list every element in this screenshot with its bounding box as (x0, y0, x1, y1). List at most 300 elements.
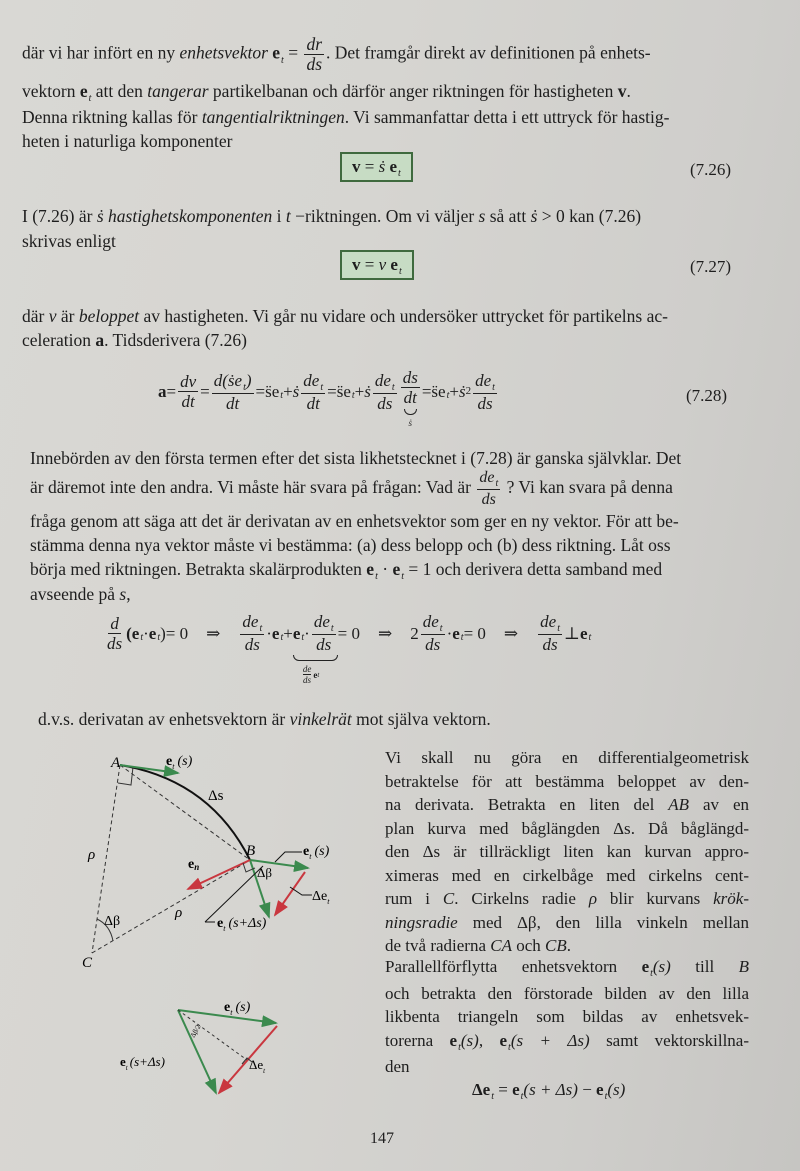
var-AB: AB (668, 795, 690, 814)
para4-line6 (30, 581, 131, 607)
equals: = (255, 382, 266, 401)
paren: ) (160, 623, 166, 643)
subscript: t (317, 670, 320, 679)
plus: + (449, 382, 459, 401)
text: de (374, 370, 391, 390)
text: e (120, 1054, 126, 1069)
subscript: t (460, 631, 464, 643)
subscript: t (280, 631, 284, 643)
para7 (385, 955, 749, 1079)
label-delta-beta-C: Δβ (104, 914, 121, 929)
text: (s) (460, 1030, 479, 1050)
subscript: t (243, 381, 246, 393)
fraction-ds-dt (401, 368, 420, 428)
subscript: t (351, 390, 355, 401)
denominator: ds (477, 393, 493, 413)
s-dot: ṡ (96, 206, 104, 226)
vector-e: e (579, 623, 588, 643)
text: (s+Δs) (129, 1054, 165, 1069)
vector-e: e (512, 1080, 520, 1099)
dot: · (446, 623, 453, 643)
equals: = (166, 382, 177, 401)
text: e (303, 844, 310, 859)
equals: = (200, 382, 210, 401)
label-delta-s (208, 788, 224, 804)
para2-line2: skrivas enligt (22, 231, 116, 251)
subscript: t (259, 623, 263, 634)
var-B: B (738, 957, 749, 976)
text: −riktningen. Om vi väljer (290, 206, 479, 226)
denominator: ds (244, 635, 260, 654)
s-dot: ṡ (292, 382, 300, 401)
subscript: t (398, 168, 401, 179)
term-tangerar: tangerar (147, 81, 209, 101)
text: e (224, 1000, 231, 1015)
numerator (301, 371, 325, 394)
label-en (188, 857, 199, 872)
text: e (166, 754, 173, 769)
text: till (670, 957, 739, 976)
text: vektorn (22, 81, 80, 101)
vector-e: e (449, 1030, 458, 1050)
vector-e: e (148, 623, 157, 643)
subscript: t (398, 266, 402, 277)
fraction-de-ds (421, 612, 445, 654)
para7-line2: och betrakta den förstorade bilden av den lilla (385, 983, 749, 1003)
denominator: ds (425, 635, 441, 654)
term-krokningsradie: ningsradie (385, 912, 458, 932)
vector-e: e (390, 255, 398, 274)
para6-line2: betraktelse för att bestämma beloppet av den- (385, 771, 749, 791)
subscript: t (557, 623, 560, 634)
subscript: t (508, 1041, 511, 1053)
perpendicular-symbol: ⊥ (563, 623, 580, 643)
fraction-small (303, 664, 312, 685)
text: rum i (385, 889, 443, 908)
equals-zero: = 0 (463, 623, 486, 643)
para4-line2 (30, 468, 673, 509)
subscript: t (309, 852, 312, 861)
subscript: t (301, 631, 305, 643)
term-vinkelratt: vinkelrät (289, 709, 352, 729)
denominator: ds (303, 675, 312, 685)
subscript: t (439, 623, 443, 634)
text: . Tidsderivera (7.26) (104, 330, 248, 350)
subscript: t (125, 1064, 128, 1072)
right-angle-A (118, 767, 133, 785)
text: de (475, 370, 492, 390)
label-half-angle: Δβ/2 (188, 1023, 203, 1039)
text: (s) (235, 1000, 251, 1015)
term-hastighetskomponenten: hastighetskomponenten (108, 206, 273, 226)
para7-line1 (385, 955, 749, 982)
fraction-de-ds (373, 371, 397, 413)
subscript: t (604, 1091, 608, 1102)
vector-e: e (366, 559, 375, 579)
fraction-de-ds (538, 612, 562, 654)
label-et-s-plus-ds (120, 1054, 165, 1072)
term-enhetsvektor: enhetsvektor (179, 42, 268, 63)
para4-line3: fråga genom att säga att det är derivatan av en enhetsvektor som ger en ny vektor. För att be- (30, 511, 679, 531)
text: na derivata. Betrakta en liten del (385, 795, 669, 814)
label-rho-2: ρ (175, 905, 183, 921)
coefficient-2: 2 (410, 623, 419, 643)
para7-line4 (385, 1029, 749, 1056)
text: ) (245, 370, 252, 390)
text: . Cirkelns radie (454, 889, 589, 908)
numerator: de (302, 664, 312, 674)
subscript: t (327, 897, 330, 906)
label-et-s (224, 1000, 251, 1017)
var-rho: ρ (588, 889, 597, 908)
var-C: C (442, 889, 455, 908)
text: partikelbanan och därför anger riktningen för hastigheten (208, 81, 618, 101)
numerator (240, 612, 264, 635)
underbrace (293, 655, 338, 661)
numerator: dv (180, 372, 197, 391)
para1-line1 (22, 35, 651, 74)
para4-line1: Innebörden av den första termen efter det sista likhetstecknet i (7.28) är ganska självklar. Det (30, 448, 682, 468)
para6-line1: Vi skall nu göra en differentialgeometrisk (385, 748, 749, 767)
text: torerna (385, 1030, 450, 1050)
para6-line8 (385, 911, 749, 935)
subscript: t (588, 631, 592, 643)
subscript: t (172, 762, 175, 771)
term-beloppet: beloppet (78, 306, 140, 326)
radius-CB (92, 860, 250, 953)
var-t: t (285, 206, 291, 226)
text: de två radierna (385, 936, 491, 955)
text: = 1 och derivera detta samband med (404, 559, 663, 579)
para3-line1 (22, 303, 668, 329)
label-delta-beta-B: Δβ (257, 865, 272, 880)
subscript: t (375, 571, 378, 582)
term-sddot-e: s̈e (336, 382, 351, 401)
var-v: v (48, 306, 57, 326)
dot: · (266, 623, 272, 643)
text: . Vi sammanfattar detta i ett uttryck för hastig- (344, 107, 670, 127)
text: . Då båglängd- (630, 818, 749, 838)
subscript: t (520, 1091, 524, 1102)
subscript: t (495, 478, 499, 490)
subscript: t (492, 381, 495, 393)
text: > 0 kan (7.26) (537, 206, 642, 226)
numerator (312, 612, 336, 635)
dot: · (143, 623, 149, 643)
fraction-d-ds (105, 614, 124, 653)
para6-line3 (385, 793, 749, 817)
vector-a: a (95, 330, 105, 350)
numerator (477, 468, 500, 490)
dot: · (304, 623, 310, 643)
text: plan kurva med båglängden (385, 818, 614, 838)
text: (s) (177, 754, 193, 769)
vector-e: e (79, 81, 88, 101)
text: (s) (652, 957, 671, 976)
text: avseende på (30, 584, 120, 604)
text: de (479, 469, 495, 487)
text: (s) (607, 1080, 626, 1099)
fraction-de-dt (301, 371, 325, 413)
exponent: 2 (465, 385, 472, 397)
equation-number-7-26: (7.26) (690, 160, 732, 179)
para6-line9 (385, 934, 749, 958)
s-dot: ṡ (458, 382, 466, 401)
subscript: t (281, 54, 284, 66)
text: Parallellförflytta enhetsvektorn (385, 957, 642, 976)
numerator: d (110, 613, 119, 633)
numerator: dr (306, 34, 323, 54)
subscript: t (391, 381, 395, 393)
label-delta-et (312, 889, 330, 906)
fraction-de-ds (240, 612, 264, 654)
text: d.v.s. derivatan av enhetsvektorn är (38, 709, 290, 729)
text: mot själva vektorn. (351, 709, 491, 729)
equation-7-28 (158, 368, 499, 428)
para6-line6: ximeras med en cirkelbåge med cirkelns cent- (385, 865, 749, 885)
delta-e: Δe (472, 1080, 491, 1099)
fraction-dr-ds (304, 35, 324, 74)
label-A: A (111, 755, 121, 771)
delta-beta: Δβ (516, 912, 537, 932)
text: (s) (314, 844, 330, 859)
plus: + (354, 382, 365, 401)
fraction-de-ds (312, 612, 336, 654)
text: ? Vi kan svara på denna (502, 477, 673, 497)
denominator: dt (181, 392, 195, 411)
implies-arrow: ⇒ (503, 623, 519, 643)
text: , (478, 1030, 500, 1050)
chord-AB (120, 765, 250, 860)
text: i (272, 206, 286, 226)
var-s: s (478, 206, 486, 226)
numerator (212, 371, 254, 394)
text: Denna riktning kallas för (22, 107, 202, 127)
para1-line4: heten i naturliga komponenter (22, 131, 233, 151)
implies-arrow: ⇒ (206, 623, 221, 643)
text: av hastigheten. Vi går nu vidare och undersöker uttrycket för partikelns ac- (139, 306, 668, 326)
vector-e: e (392, 559, 401, 579)
text: så att (485, 206, 531, 226)
text: blir kurvans (596, 889, 714, 908)
subscript: t (223, 924, 226, 933)
text: är tillräckligt liten kan kurvan appro- (440, 842, 749, 861)
equation-number-7-27: (7.27) (690, 257, 732, 276)
text: e (188, 857, 195, 872)
minus: − (577, 1080, 597, 1099)
equals: = (327, 382, 337, 401)
label-delta-et (249, 1057, 266, 1075)
underbraced-term (292, 612, 338, 685)
text: samt vektorskillna- (589, 1030, 750, 1050)
text: de (540, 612, 557, 631)
denominator: ds (107, 633, 123, 653)
text: den (385, 842, 423, 861)
subscript: t (280, 390, 284, 401)
para7-line3: likbenta triangeln som bildas av enhetsvek- (385, 1007, 749, 1026)
var-CB: CB (545, 936, 567, 955)
equals-zero: = 0 (165, 623, 189, 643)
text: de (313, 612, 330, 631)
text: av en (689, 795, 750, 814)
para6-line5 (385, 840, 749, 864)
term-sddot-e: s̈e (265, 382, 280, 401)
denominator: dt (226, 393, 240, 413)
label-et-s-A (166, 754, 193, 771)
s-dot: ṡ (530, 206, 538, 226)
numerator (421, 612, 445, 635)
label-B: B (246, 843, 256, 859)
para6 (385, 746, 749, 958)
subscript: t (230, 1008, 233, 1017)
var-CA: CA (490, 936, 512, 955)
subscript: t (446, 390, 450, 401)
text: är (56, 306, 79, 326)
equals: = (360, 157, 379, 176)
vector-v: v (617, 81, 627, 101)
text: Δe (312, 889, 328, 904)
numerator: ds (402, 368, 418, 387)
text: . (626, 81, 631, 101)
text: de (422, 612, 439, 631)
label-et-s-plus-ds (217, 916, 267, 933)
implies-arrow: ⇒ (377, 623, 393, 643)
delta-s: Δs (613, 818, 631, 838)
text: börja med riktningen. Betrakta skalärprodukten (30, 559, 367, 579)
underbrace-label: ṡ (408, 418, 413, 428)
fraction-d-se-dt (212, 371, 254, 413)
dot: · (377, 559, 393, 579)
text: d(ṡe (213, 370, 243, 390)
var-s: s (119, 584, 127, 604)
text: , den lilla vinkeln mellan (536, 912, 749, 932)
equals: = (360, 255, 379, 274)
equals: = (283, 42, 299, 63)
equation-number-7-28: (7.28) (686, 386, 728, 405)
vector-e: e (596, 1080, 604, 1099)
text: Δe (249, 1057, 264, 1072)
arrow-delta-et (219, 1026, 277, 1093)
subscript: t (491, 1091, 494, 1102)
para5 (38, 706, 491, 732)
underbrace-label (301, 664, 319, 685)
var-v: v (378, 255, 387, 274)
plus: + (283, 623, 293, 643)
subscript: t (330, 623, 334, 634)
denominator (402, 388, 419, 428)
term-sddot-e: s̈e (431, 382, 446, 401)
subscript: t (650, 968, 653, 979)
label-et-s-B (303, 844, 330, 861)
text: de (242, 612, 259, 631)
text: e (217, 916, 224, 931)
numerator (538, 612, 562, 635)
leader-et-s-plus-ds (205, 866, 263, 922)
vector-e: e (452, 623, 460, 643)
subscript: n (194, 862, 200, 872)
numerator (473, 371, 497, 394)
fraction-de-ds (477, 468, 500, 509)
denominator: ds (481, 491, 496, 509)
equation-delta-et (472, 1080, 625, 1100)
text: . Det framgår direkt av definitionen på enhets- (326, 42, 651, 63)
text: är däremot inte den andra. Vi måste här svara på frågan: Vad är (30, 477, 476, 497)
subscript: t (140, 631, 144, 643)
text: de (303, 370, 320, 390)
subscript: t (401, 571, 404, 582)
para6-line4 (385, 817, 749, 841)
subscript: t (320, 381, 324, 393)
para1-line3 (22, 104, 669, 130)
denominator: ds (542, 635, 558, 654)
subscript: t (157, 631, 161, 643)
text: (s + Δs) (510, 1030, 590, 1050)
fraction-de-ds (473, 371, 497, 413)
denominator: ds (306, 54, 323, 74)
label-rho-1: ρ (88, 847, 96, 863)
term-krokningsradie: krök- (713, 889, 749, 908)
figure-triangle-diagram (120, 990, 320, 1100)
page-number: 147 (370, 1130, 394, 1147)
leader-et-s-B (275, 852, 302, 862)
vector-v: v (352, 157, 361, 176)
vector-v: v (352, 255, 361, 274)
term-tangentialriktningen: tangentialriktningen (201, 107, 345, 127)
vector-e: e (271, 623, 280, 643)
s-dot: ṡ (378, 157, 386, 176)
text: I (7.26) är (22, 206, 97, 226)
vector-e: e (499, 1030, 508, 1050)
text: (s+Δs) (228, 916, 267, 931)
para7-line5: den (385, 1057, 410, 1076)
text: med (457, 912, 517, 932)
arrow-et-s-plus-ds (178, 1010, 216, 1093)
text: celeration (22, 330, 96, 350)
text: dt (403, 388, 417, 407)
equals: = (421, 382, 432, 401)
text: , (126, 584, 131, 604)
text: där vi har infört en ny (22, 42, 180, 63)
para3-line2 (22, 327, 247, 353)
text: och (511, 936, 546, 955)
numerator (373, 371, 397, 394)
figure-curvature-diagram (80, 745, 380, 970)
plus: + (283, 382, 293, 401)
subscript: t (88, 93, 92, 104)
denominator: dt (306, 393, 320, 413)
denominator: ds (316, 635, 332, 654)
subscript: t (263, 1067, 266, 1075)
paren-e: (e (126, 623, 140, 643)
vector-e: e (272, 42, 281, 63)
para2-line1 (22, 203, 641, 229)
equals: = (494, 1080, 513, 1099)
equation-derivative (103, 612, 592, 685)
text: där (22, 306, 49, 326)
vector-e: e (292, 623, 301, 643)
vector-a: a (158, 382, 167, 401)
label-C: C (82, 955, 93, 970)
equals-zero: = 0 (337, 623, 360, 643)
subscript: t (458, 1041, 461, 1053)
delta-s: Δs (422, 842, 441, 861)
vector-e: e (641, 957, 650, 976)
para4-line4: stämma denna nya vektor måste vi bestämma: (a) dess belopp och (b) dess riktning. Låt oss (30, 535, 671, 555)
s-dot: ṡ (364, 382, 371, 401)
boxed-equation-7-26 (340, 152, 413, 182)
para6-line7 (385, 887, 749, 911)
vector-e: e (389, 157, 398, 176)
